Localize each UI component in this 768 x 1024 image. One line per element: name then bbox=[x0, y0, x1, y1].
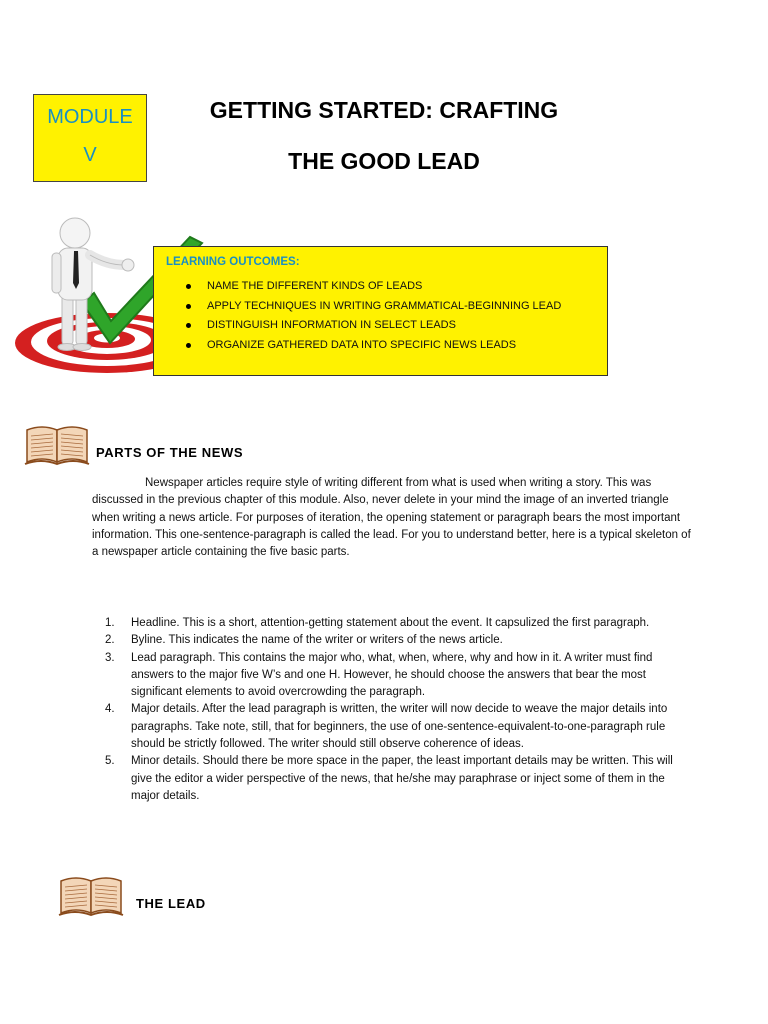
list-item bbox=[105, 615, 685, 632]
open-book-icon bbox=[58, 873, 124, 917]
list-item bbox=[186, 297, 595, 317]
bullet-icon bbox=[186, 304, 191, 309]
list-item bbox=[105, 701, 685, 753]
outcome-text: APPLY TECHNIQUES IN WRITING GRAMMATICAL-BEGINNING LEAD bbox=[207, 299, 562, 312]
list-item bbox=[186, 336, 595, 356]
list-number: 2. bbox=[105, 634, 115, 647]
list-item-text: Minor details. Should there be more space in the paper, the least important details may be written. This will give the editor a wider perspective of the news, that he/she may paraphrase or inject some of them in the major details. bbox=[131, 755, 673, 802]
bullet-icon bbox=[186, 323, 191, 328]
learning-outcomes-heading: LEARNING OUTCOMES: bbox=[166, 256, 300, 268]
outcome-text: NAME THE DIFFERENT KINDS OF LEADS bbox=[207, 280, 423, 292]
list-number: 4. bbox=[105, 703, 115, 716]
open-book-icon bbox=[24, 422, 90, 466]
section-heading-the-lead: THE LEAD bbox=[136, 896, 206, 911]
outcome-text: DISTINGUISH INFORMATION IN SELECT LEADS bbox=[207, 319, 456, 331]
page-title-line-1: GETTING STARTED: CRAFTING bbox=[209, 97, 559, 123]
learning-outcomes-box bbox=[153, 246, 608, 376]
module-badge bbox=[33, 94, 147, 182]
list-item-text: Major details. After the lead paragraph is written, the writer will now decide to weave the major details into paragraphs. Take note, still, that for beginners, the use of one-sentence-equivalent-to-one-paragraph rule should be strictly followed. The writer should still observe coherence of ideas. bbox=[131, 703, 668, 751]
list-number: 3. bbox=[105, 651, 115, 664]
section-heading-parts-of-news: PARTS OF THE NEWS bbox=[96, 445, 244, 460]
module-number: V bbox=[83, 144, 97, 166]
outcome-text: ORGANIZE GATHERED DATA INTO SPECIFIC NEWS LEADS bbox=[207, 338, 517, 351]
list-item bbox=[105, 753, 685, 805]
list-item-text: Lead paragraph. This contains the major who, what, when, where, why and how in it. A writer must find answers to the major five W’s and one H. However, he should choose the answers that bear the most significant elements to avoid overcrowding the paragraph. bbox=[131, 651, 653, 699]
module-label: MODULE bbox=[47, 106, 133, 128]
bullet-icon bbox=[186, 343, 191, 348]
list-number: 5. bbox=[105, 755, 115, 768]
list-number: 1. bbox=[105, 617, 115, 629]
list-item-text: Byline. This indicates the name of the writer or writers of the news article. bbox=[131, 634, 503, 647]
learning-outcomes-list bbox=[166, 277, 595, 355]
bullet-icon bbox=[186, 284, 191, 289]
intro-paragraph: Newspaper articles require style of writing different from what is used when writing a story. This was discussed in the previous chapter of this module. Also, never delete in your mind the image of an inverted triangle when writing a news article. For purposes of iteration, the opening statement or paragraph bears the most important information. This one-sentence-paragraph is called the lead. For you to understand better, here is a typical skeleton of a newspaper article containing the five basic parts. bbox=[92, 477, 691, 559]
list-item-text: Headline. This is a short, attention-getting statement about the event. It capsulized the first paragraph. bbox=[131, 617, 650, 629]
news-parts-list bbox=[105, 615, 685, 805]
list-item bbox=[105, 650, 685, 702]
page-title-line-2: THE GOOD LEAD bbox=[288, 148, 480, 174]
list-item bbox=[186, 316, 595, 336]
list-item bbox=[105, 632, 685, 649]
list-item bbox=[186, 277, 595, 297]
